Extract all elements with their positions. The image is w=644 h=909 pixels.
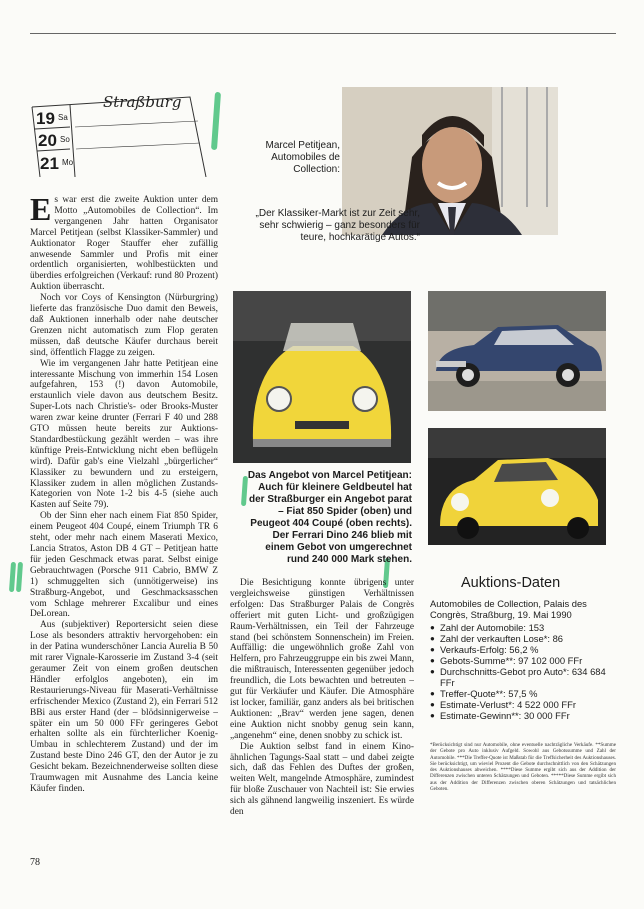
stat-item: ● Treffer-Quote**: 57,5 % [430, 688, 616, 699]
stat-item: ● Estimate-Verlust*: 4 522 000 FFr [430, 699, 616, 710]
caption-portrait-name: Marcel Petitjean, Automobiles de Collection: [265, 140, 340, 175]
calendar-dow-mo: Mo [62, 158, 74, 167]
article-column-1 [30, 191, 218, 795]
article-paragraph: Ob der Sinn eher nach einem Fiat 850 Spider, einem Peugeot 404 Coupé, einem Triumph TR 6 steht, oder mehr nach einem Maserati Mexico, Lancia Stratos, Aston DB 4 GT – Petitjean hatte für jeden Geschmack etwas parat. Selbst einige Gebrauchtwagen (Porsche 911 Cabrio, BMW Z 1) schmuggelten sich (unnötigerweise) ins Straßburg-Angebot, und Geschmacksasschen vom Schlage mehrerer Excalibur und eines DeLorean. [30, 511, 218, 620]
auction-data-title: Auktions-Daten [461, 575, 561, 591]
auction-stats-list [430, 622, 616, 721]
stat-item: ● Gebots-Summe**: 97 102 000 FFr [430, 655, 616, 666]
article-paragraph: Noch vor Coys of Kensington (Nürburgring) lieferte das französische Duo damit den Beweis, daß Auktionen innerhalb oder nahe deutscher Grenzen nicht automatisch zum Flop geraten müssen, daß deutsche Käufer durchaus bereit sind, öffentlich Flagge zu zeigen. [30, 293, 218, 358]
stat-item: ● Estimate-Gewinn**: 30 000 FFr [430, 710, 616, 721]
stat-item: ● Durchschnitts-Gebot pro Auto*: 634 684 FFr [430, 666, 616, 688]
calendar-handwriting: Straßburg [103, 93, 182, 111]
calendar-dow-sa: Sa [58, 113, 68, 122]
article-paragraph: Die Besichtigung konnte übrigens unter vergleichsweise günstigen Verhältnissen erfolgen: Das Straßburger Palais de Congrès offeriert mit guten Licht- und großzügigen Raum-Verhältnissen, ein Teil der Fahrzeuge stand (bei schönstem Sonnenschein) im Freien. Auffällig: die ungewöhnlich große Zahl von Helfern, pro Fahrzeuggruppe ein bis zwei Mann, die mißtrauisch, Interessenten gegenüber jedoch freundlich, die Lots bewachten und betreuten – gut für Verkäufer und Käufer. Die Atmosphäre ist locker, familiär, ganz anders als bei britischen Auktionen: „Brav“ werden jene sagen, denen eine Auktion nicht snobby genug sein kann, „angenehm“ eine, denen snobby zu schick ist. [230, 578, 414, 741]
article-paragraph: Die Auktion selbst fand in einem Kino-ähnlichen Tagungs-Saal statt – und dabei zeigte sich, daß das Fehlen des Duftes der großen, weiten Welt, mangelnde Atmosphäre, zumindest für bloße Zuschauer von Nachteil ist: Sie erwies sich als gähnend langweilig inszeniert. Es würde den [230, 741, 414, 818]
photo-fiat-850-spider [233, 291, 411, 463]
highlight-mark [9, 562, 16, 592]
stat-item: ● Zahl der Automobile: 153 [430, 622, 616, 633]
caption-cars: Das Angebot von Marcel Petitjean: Auch für kleinere Geldbeutel hat der Straßburger ein Angebot parat – Fiat 850 Spider (oben) und Peugeot 404 Coupé (oben rechts). Der Ferrari Dino 246 blieb mit einem Gebot von umgerechnet rund 240 000 Mark stehen. [247, 470, 412, 565]
highlight-mark [16, 562, 23, 592]
article-dropcap: E [30, 191, 52, 227]
caption-portrait-quote: „Der Klassiker-Markt ist zur Zeit sehr, sehr schwierig – ganz besonders für teure, hochkarätige Autos.“ [255, 208, 420, 243]
auction-footnote: *Berücksichtigt sind nur Automobile, ohne eventuelle nachträgliche Verkäufe. **Summe der Gebote pro Auto inklusiv Aufgeld. Sowohl aus Gebotssumme und Zahl der Automobile. ***Die Treffer-Quote ist Maßstab für die Treffsicherheit des Auktionshauses. Sie berücksichtigt, um wieviel Prozent die Gebote durchschnittlich von den Schätzungen des Auktionshauses abweichen. ****Diese Summe ergibt sich aus der Addition der Differenzen zwischen unteren Schätzungen und Geboten. *****Diese Summe ergibt sich aus der Addition der Differenzen zwischen oberen Schätzungen und tatsächlichen Geboten. [430, 742, 616, 793]
article-column-2 [230, 578, 414, 818]
calendar-dow-so: So [60, 135, 70, 144]
photo-peugeot-404-coupe [428, 291, 606, 411]
photo-ferrari-dino-246 [428, 428, 606, 545]
stat-item: ● Zahl der verkauften Lose*: 86 [430, 633, 616, 644]
article-paragraph: Aus (subjektiver) Reportersicht seien diese Lose als besonders attraktiv hervorgehoben: ein in der Patina wunderschöner Lancia Aurelia B 50 mit rarer Vignale-Karosserie im Zustand 3-4 (seit geraumer Zeit von einem großen deutschen Händler erfolglos angeboten), ein im Restaurierungs-Niveau für Maserati-Verhältnisse erfrischender Mexico (Zustand 2), ein Ferrari 512 BBi aus erster Hand (der – blödsinnigerweise – später ein um 50 000 FFr geringeres Gebot erhalten sollte als ein fürchterlicher Koenig-Umbau in schlechterem Zustand) und der im Zustand beste Dino 246 GT, den der Autor je zu Gesicht bekam. Bezeichnenderweise sollten diese Traumwagen mit Ausnahme des Lancia keine Käufer finden. [30, 620, 218, 794]
top-rule [30, 33, 616, 34]
article-paragraph: Wie im vergangenen Jahr hatte Petitjean eine interessante Mischung von immerhin 154 Losen aufgefahren, 153 (!) davon Automobile, erstaunlich viele davon aus deutschem Besitz. Super-Lots nach Christie's- oder Brooks-Muster waren zwar keine drunter (Ferrari F 40 und 288 GTO müssen heute bereits zur Auktions-Standardbestückung gezählt werden – was ihre künftige Preis-Entwicklung nicht eben beflügeln wird). Dafür gab's eine Vielzahl „bürgerlicher“ Klassiker zu bewundern und zu ersteigern, Klassiker zudem in allen möglichen Zustands-Kategorien von Note 1-2 bis 4-5 (siehe auch Kasten auf Seite 79). [30, 358, 218, 511]
auction-data-subtitle: Automobiles de Collection, Palais des Congrès, Straßburg, 19. Mai 1990 [430, 598, 587, 620]
article-paragraph: s war erst die zweite Auktion unter dem Motto „Automobiles de Collection“. Im vergangenen Jahr hatten Organisator Marcel Petitjean (selbst Klassiker-Sammler) und Auktionator Roger Stauffer eher zufällig anwesende Sammler und Profis mit einer ordentlich organisierten, wohlbestückten und überdies erfolgreichen (Verkauf: rund 80 Prozent) Auktion überrascht. [30, 195, 218, 293]
calendar-day-20: 20 [38, 131, 57, 150]
calendar-day-21: 21 [40, 154, 59, 173]
calendar-day-19: 19 [36, 109, 55, 128]
page-number: 78 [30, 857, 40, 868]
calendar-graphic [30, 85, 225, 177]
stat-item: ● Verkaufs-Erfolg: 56,2 % [430, 644, 616, 655]
